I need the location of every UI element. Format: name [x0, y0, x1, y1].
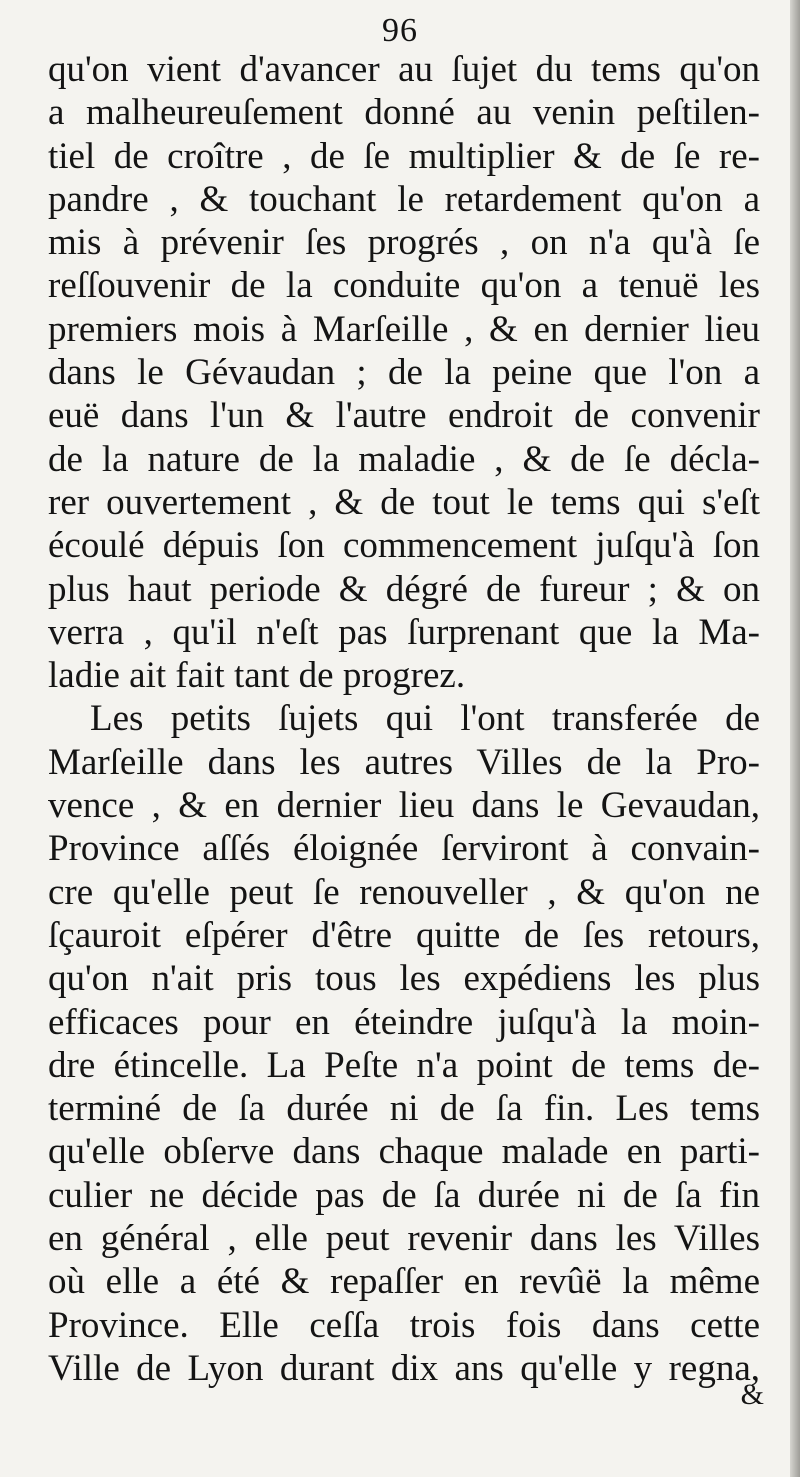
text-line: cre qu'elle peut ſe renouveller , & qu'on ne: [48, 871, 760, 913]
text-line: terminé de ſa durée ni de ſa fin. Les tems: [48, 1088, 760, 1130]
text-line: écoulé dépuis ſon commencement juſqu'à ſon: [48, 525, 760, 567]
body-text: [48, 48, 760, 1390]
text-line: culier ne décide pas de ſa durée ni de ſa fin: [48, 1174, 760, 1216]
paragraph-2: [48, 697, 760, 1390]
text-line: Les petits ſujets qui l'ont transferée de: [90, 698, 760, 740]
text-line: Province aſſés éloignée ſerviront à convain-: [48, 828, 760, 870]
text-line: qu'on vient d'avancer au ſujet du tems qu'on: [48, 49, 760, 90]
text-line: plus haut periode & dégré de fureur ; & on: [48, 568, 760, 610]
text-line: où elle a été & repaſſer en revûë la même: [48, 1261, 760, 1303]
text-line: dre étincelle. La Peſte n'a point de tems de-: [48, 1044, 760, 1086]
page-edge-shadow: [790, 0, 800, 1477]
text-line: mis à prévenir ſes progrés , on n'a qu'à ſe: [48, 222, 760, 264]
text-line: efficaces pour en éteindre juſqu'à la moin-: [48, 1001, 760, 1043]
text-line: Province. Elle ceſſa trois fois dans cette: [48, 1304, 760, 1346]
text-line: rer ouvertement , & de tout le tems qui s'eſt: [48, 481, 760, 523]
page-number: 96: [382, 12, 418, 49]
paragraph-1: [48, 48, 760, 697]
text-line: ladie ait fait tant de progrez.: [48, 655, 466, 697]
text-line: euë dans l'un & l'autre endroit de convenir: [48, 395, 760, 437]
text-line: pandre , & touchant le retardement qu'on a: [48, 178, 760, 220]
text-line: qu'on n'ait pris tous les expédiens les plus: [48, 958, 760, 1000]
catchword: &: [740, 1378, 764, 1411]
text-line: dans le Gévaudan ; de la peine que l'on a: [48, 352, 760, 394]
text-line: a malheureuſement donné au venin peſtilen-: [48, 92, 760, 134]
text-line: tiel de croître , de ſe multiplier & de ſe re-: [48, 135, 760, 177]
text-line: verra , qu'il n'eſt pas ſurprenant que la Ma-: [48, 611, 760, 653]
text-line: premiers mois à Marſeille , & en dernier lieu: [48, 308, 760, 350]
text-line: Ville de Lyon durant dix ans qu'elle y regna,: [48, 1347, 760, 1389]
text-line: qu'elle obſerve dans chaque malade en parti-: [48, 1131, 760, 1173]
text-line: de la nature de la maladie , & de ſe décla-: [48, 438, 760, 480]
text-line: en général , elle peut revenir dans les Villes: [48, 1218, 760, 1260]
text-line: Marſeille dans les autres Villes de la Pro-: [48, 741, 760, 783]
text-line: reſſouvenir de la conduite qu'on a tenuë les: [48, 265, 760, 307]
text-line: ſçauroit eſpérer d'être quitte de ſes retours,: [48, 914, 760, 956]
text-line: vence , & en dernier lieu dans le Gevaudan,: [48, 785, 760, 827]
